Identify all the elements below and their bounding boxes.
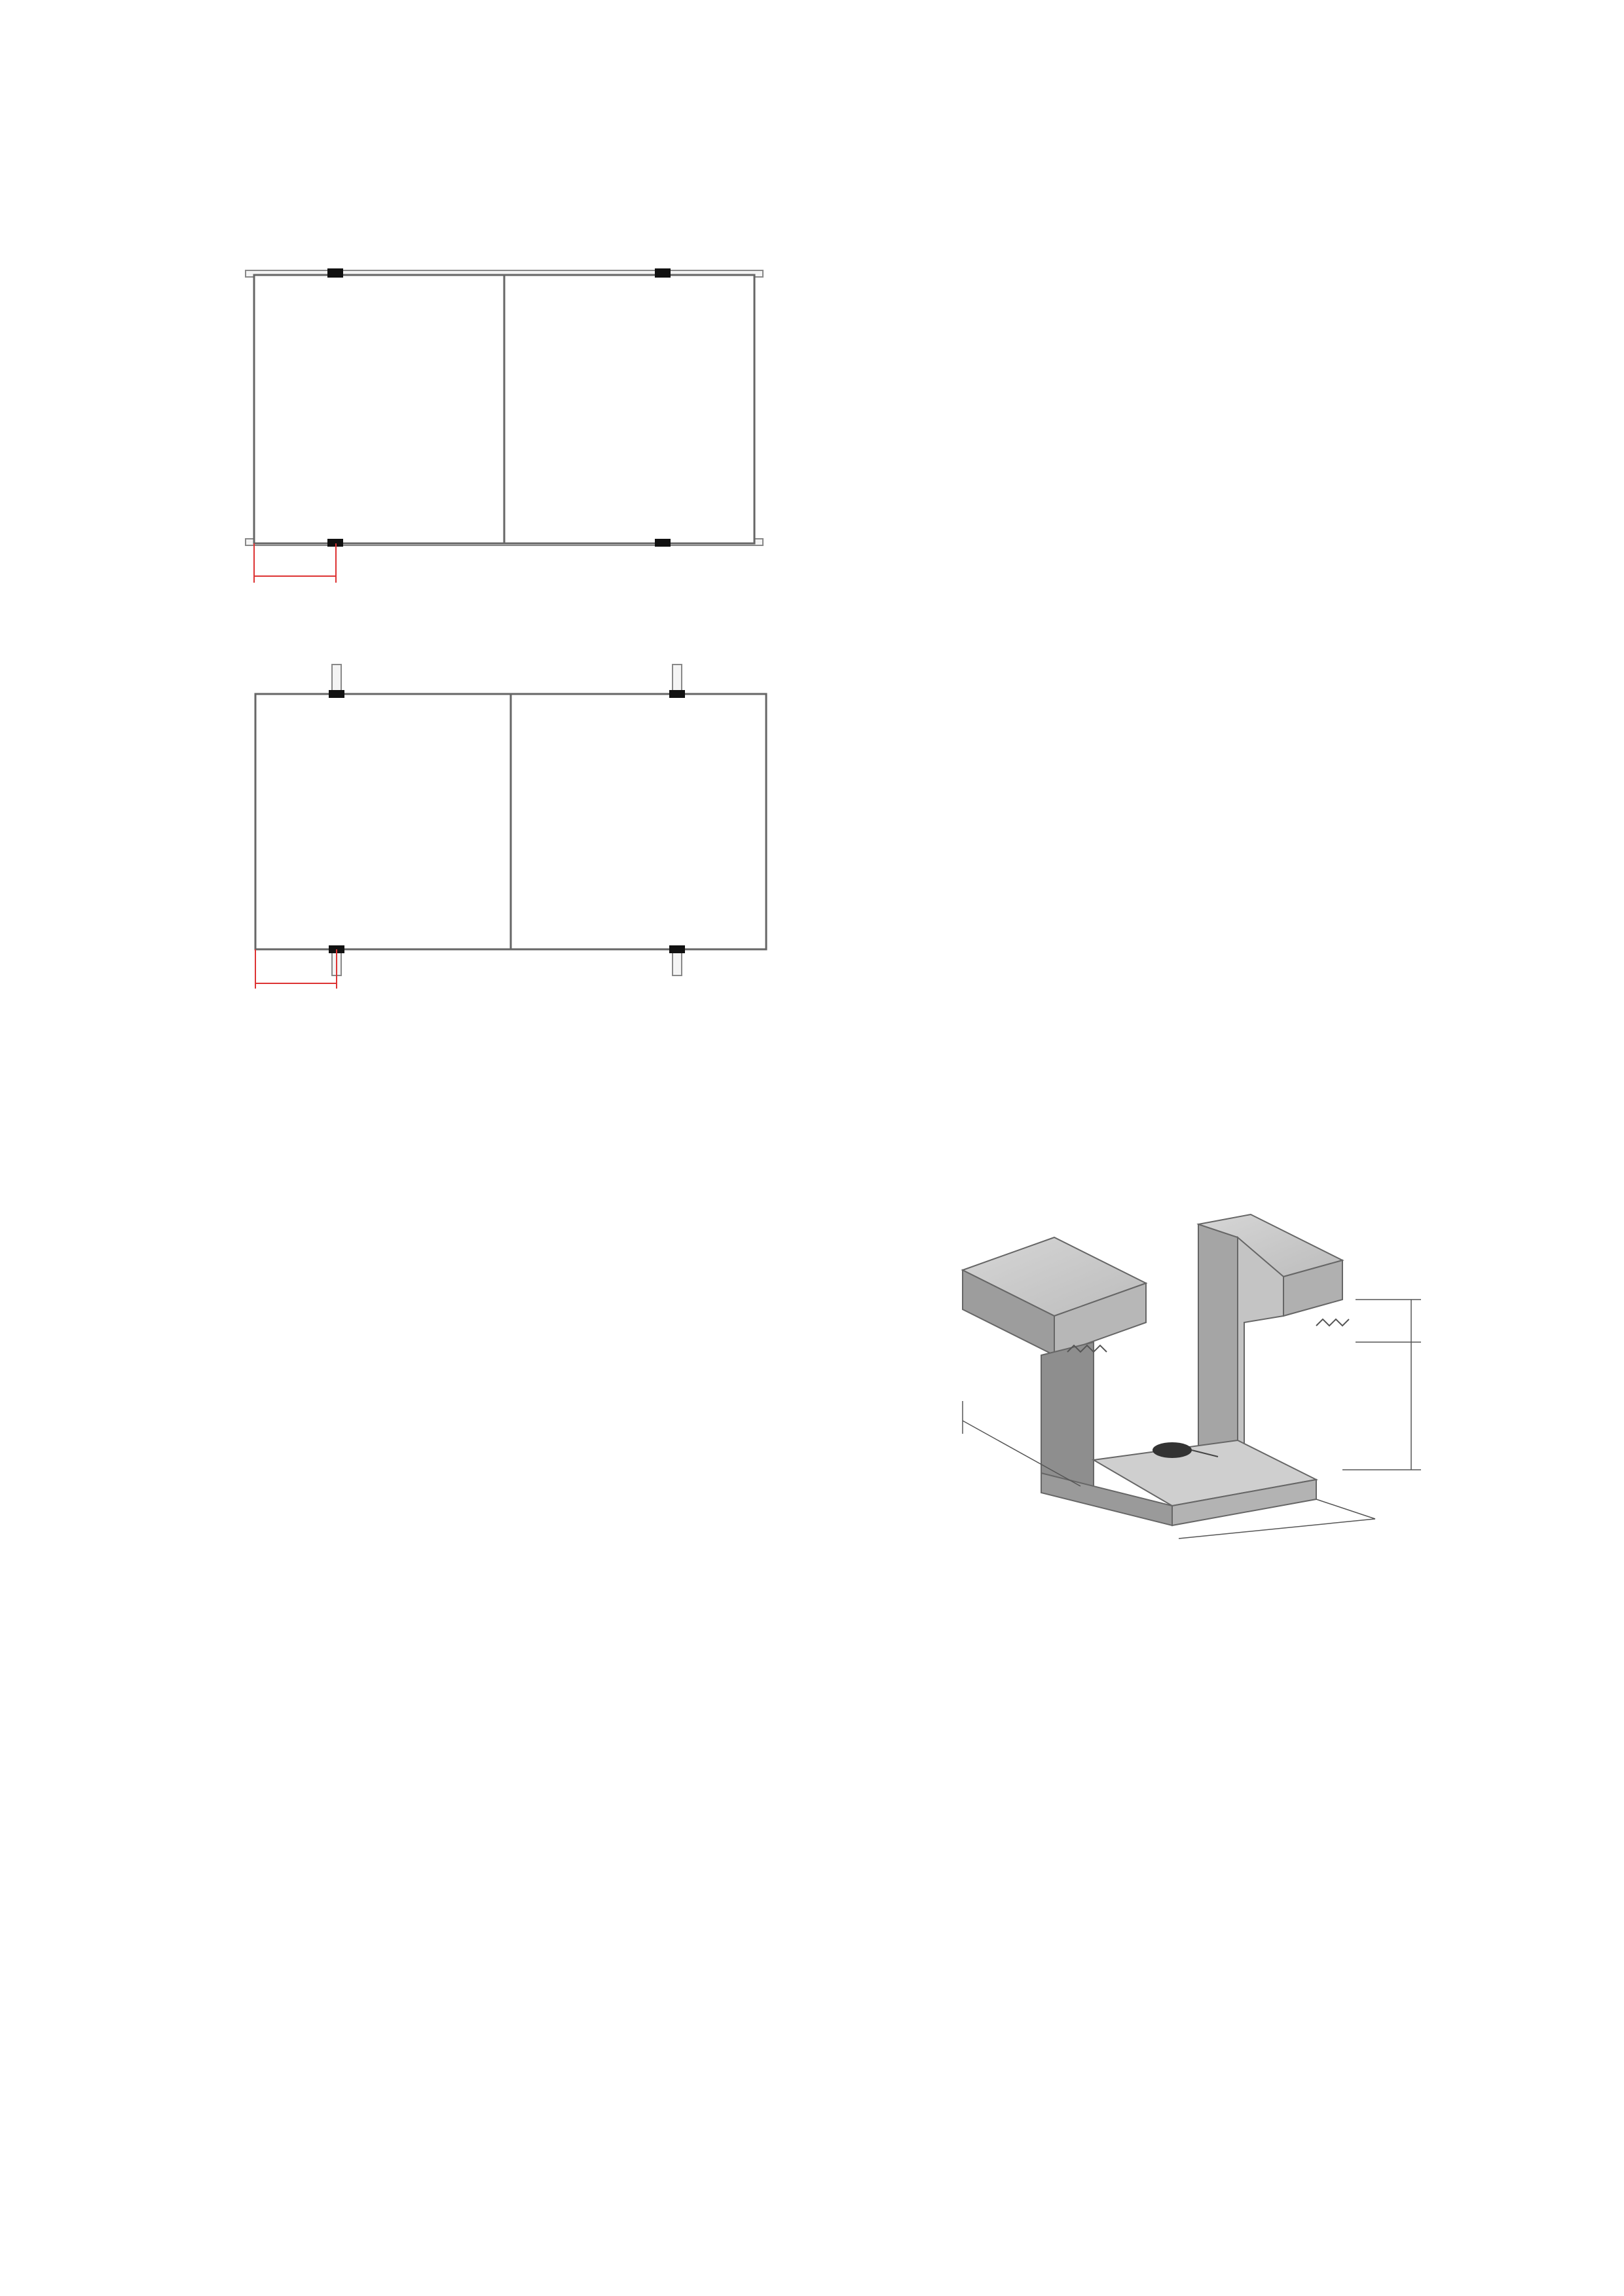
figure-4-rail-perpendicular-diagram: [252, 661, 776, 1008]
figure-3-rail-overlap-diagram: [242, 265, 766, 586]
figure-5-middle-clamp-diagram: [950, 1211, 1486, 1558]
